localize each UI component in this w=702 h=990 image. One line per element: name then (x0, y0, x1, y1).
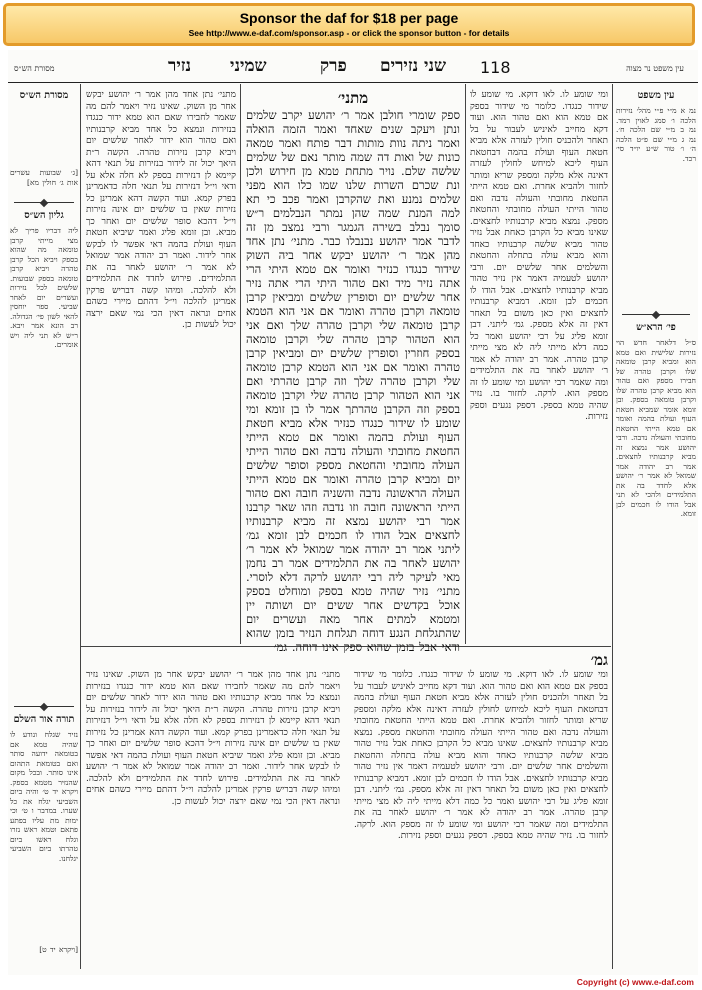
left-margin-divider (80, 84, 81, 969)
gemara-heading-wrap (86, 650, 608, 670)
sponsor-subtitle[interactable]: See http://www.e-daf.com/sponsor.asp - or click the sponsor button - for details (188, 28, 510, 38)
tosafot-text: מתני׳ נתן אחד מהן אמר ר׳ יהושע יבקש אחר מן השוק. שאינו נזיר ויאמר להם מה שאמר לחבירו שאם הוא טמא ידור כנגדו בנזירות ונמצא כל אחד מביא קרבנותיו ואם טהור הוא ידור לאחר שלשים יום ויביא קרבן נזירות טהרה. הקשה ר״ת היאך יכול זה לידור בנזירות על תנאי דהא קיימא לן דנזירות בספק לא חלה אלא על ודאי וי״ל דנזירות על תנאי חלה כדאמרינן בפרק קמא. ועוד הקשה דהא אמרינן כל נזירות שאין בו שלשים יום אינה נזירות וי״ל דהכא סופר שלשים יום ואחר כך מביא. ובן זומא פליג ואמר שיביא חטאת העוף ועולת בהמה דאי אפשר לו לבקש אחר לידור. ואמר רב יהודה אמר שמואל לא אמר ר׳ יהושע לאחר בה את התלמידים. פירוש לחדד את התלמידים ולא להלכה. ומיהו קשה דבריש פרקין אמרינן להלכה וי״ל דהתם מיירי כשהם אחים ונראה דאין הכי נמי שאם ירצה יכול לעשות כן. (86, 90, 236, 330)
header-chapter-name: שני נזירים (380, 56, 447, 76)
lower-rashi-text: ומי שומע לו. לאו דוקא. מי שומע לו שידור כנגדו. כלומר מי שידור בספק אם טמא הוא ואם טהור הוא. ועוד דקא מחייב לאיניש לעבור על בל תאחר ולהכניס חולין לעזרה אלא מביא חטאת העוף ועולת בהמה דבחטאת העוף ליכא למיחש לחולין לעזרה דאינה אלא מלקה ומספק שריא ומותר לחזור ולהביא אחרת. ואם טמא הייתי החטאת מחובתי והעולה נדבה ואם טהור הייתי העולה מחובתי והחטאת מספק. נמצא מביא קרבנותיו לחצאים. שאינו מביא כל הקרבן כאחת אבל נזיר טהור מביא שלשה קרבנותיו כאחד והוא מביא עולה בתחלה והחטאת והשלמים אחר שלשים יום. ורבי יהושע לטעמיה דאמר אין נזיר טהור מביא קרבנותיו לחצאים. אבל הודו לו חכמים לבן זומא. דמביא קרבנותיו לחצאים ואין כאן משום בל תאחר דאין זה אלא מספק. גמ׳ ליתני. דבן זומא פליג על רבי יהושע ואמר כל כמה דלא מייתי ליה לא מצי מייתי קרבן טהרה. אמר רב יהודה לא אמר ר׳ יהושע לאחר בה את התלמידים ומה שאמר רבי יהושע ומי שומע לו זה מספק הוא. לרקה. לחזור בו. נזיר שהיה טמא בספק. דספק נגעים וספק נזירות. (354, 670, 608, 841)
ornament-divider (14, 200, 74, 206)
right-margin-divider (612, 84, 613, 969)
lower-tosafot-text: מתני׳ נתן אחד מהן אמר ר׳ יהושע יבקש אחר מן השוק. שאינו נזיר ויאמר להם מה שאמר לחבירו שאם הוא טמא ידור כנגדו בנזירות ונמצא כל אחד מביא קרבנותיו ואם טהור הוא ידור לאחר שלשים יום ויביא קרבן נזירות טהרה. הקשה ר״ת היאך יכול זה לידור בנזירות על תנאי דהא קיימא לן דנזירות בספק לא חלה אלא על ודאי וי״ל דנזירות על תנאי חלה כדאמרינן בפרק קמא. ועוד הקשה דהא אמרינן כל נזירות שאין בו שלשים יום אינה נזירות וי״ל דהכא סופר שלשים יום ואחר כך מביא. ובן זומא פליג ואמר שיביא חטאת העוף ועולת בהמה דאי אפשר לו לבקש אחר לידור. ואמר רב יהודה אמר שמואל לא אמר ר׳ יהושע לאחר בה את התלמידים. פירוש לחדד את התלמידים ולא להלכה. ומיהו קשה דבריש פרקין אמרינן להלכה וי״ל דהתם מיירי כשהם אחים ונראה דאין הכי נמי שאם ירצה יכול לעשות כן. (86, 670, 340, 807)
ornament-divider (622, 312, 690, 318)
masoret-note: [ג׳ שבועות עשרים אות ג׳ חולין מא] (10, 168, 78, 187)
masoret-heading: מסורת הש״ס (19, 90, 69, 101)
torah-or-note: [ויקרא יד ט] (39, 945, 78, 954)
sponsor-title[interactable]: Sponsor the daf for $18 per page (239, 10, 459, 26)
header-rule (8, 82, 698, 83)
ein-mishpat-heading: עין משפט (637, 90, 675, 101)
gilyon-heading: גליון הש״ס (24, 210, 64, 221)
tosafot-divider (240, 84, 241, 644)
mishna-heading: מתני׳ (337, 89, 369, 107)
mishna-heading-wrap (246, 88, 460, 108)
left-margin-label: מסורת הש״ס (14, 64, 55, 73)
rosh-text: ס״ל דלאחר חדש הוי נזירות שלישית ואם טמא הוא ומביא קרבן טומאה שלו וקרבן טהרה של חבירו מספק ואם טהור הוא מביא קרבן טהרה שלו וקרבן טומאה בספק. ובן זומא אומר שמביא חטאת העוף ועולת בהמה ואומר אם טמא הייתי החטאת מחובתי והעולה נדבה. ורבי יהושע אמר נמצא זה מביא קרבנותיו לחצאים. אמר רב יהודה אמר שמואל לא אמר ר׳ יהושע אלא לחדד בה את התלמידים ולהכי לא תני אבל הודו לו חכמים לבן זומא. (616, 338, 696, 518)
copyright-notice: Copyright (c) www.e-daf.com (576, 977, 694, 987)
gemara-heading: גמ׳ (590, 651, 608, 669)
header-tractate: נזיר (168, 56, 192, 76)
page-number: 118 (480, 58, 511, 77)
rosh-heading: פי׳ הרא״ש (636, 322, 676, 333)
header-chapter-label: פרק (320, 56, 347, 76)
torah-or-text: נזיר שגלח ונודע לו שהיה טמא אם בטומאה ידועה סותר ואם בטומאת התהום אינו סותר. ובכל מקום שהנזיר מטמא בספק. ויקרא יד ט׳ והיה ביום השביעי יגלח את כל שערו. במדבר ו ט׳ וכי ימות מת עליו בפתע פתאם וטמא ראש נזרו וגלח ראשו ביום טהרתו ביום השביעי יגלחנו. (10, 730, 78, 863)
gilyon-text: ליה דבריו פריך לא מצי מייתי קרבן טומאה מה שהוא בספק ויביא הכל קרבן טהרה ויביא קרבן טומאה בספק שבועות. שלשים לכל נזירות ועשרים יום לאחר שביעי. ספר יוחסין להאי לשון פי׳ הגדולה. רב הונא אמר ויבא. ר״ש לא תני ליה ויש אומרים. (10, 226, 78, 349)
ein-mishpat-text: נמ א מ״י פ״י מהל׳ נזירות הלכה ו׳ סמג לאוין רמד. נמ ב מ״י שם הלכה ח׳. נמ ג מ״י שם פ״ט הלכה ה׳ ו׳ טור ש״ע יו״ד סי׳ רכד. (616, 106, 696, 163)
talmud-page-scan (8, 50, 698, 975)
ornament-divider (14, 704, 74, 710)
header-chapter-ordinal: שמיני (230, 56, 267, 76)
sponsor-banner[interactable] (3, 3, 695, 46)
torah-or-heading: תורה אור השלם (13, 714, 75, 725)
rashi-text: ומי שומע לו. לאו דוקא. מי שומע לו שידור כנגדו. כלומר מי שידור בספק אם טמא הוא ואם טהור הוא. ועוד דקא מחייב לאיניש לעבור על בל תאחר ולהכניס חולין לעזרה אלא מביא חטאת העוף ועולת בהמה דבחטאת העוף ליכא למיחש לחולין לעזרה דאינה אלא מלקה ומספק שריא ומותר לחזור ולהביא אחרת. ואם טמא הייתי החטאת מחובתי והעולה נדבה ואם טהור הייתי העולה מחובתי והחטאת מספק. נמצא מביא קרבנותיו לחצאים. שאינו מביא כל הקרבן כאחת אבל נזיר טהור מביא שלשה קרבנותיו כאחד והוא מביא עולה בתחלה והחטאת והשלמים אחר שלשים יום. ורבי יהושע לטעמיה דאמר אין נזיר טהור מביא קרבנותיו לחצאים. אבל הודו לו חכמים לבן זומא. דמביא קרבנותיו לחצאים ואין כאן משום בל תאחר דאין זה אלא מספק. גמ׳ ליתני. דבן זומא פליג על רבי יהושע ואמר כל כמה דלא מייתי ליה לא מצי מייתי קרבן טהרה. אמר רב יהודה לא אמר ר׳ יהושע לאחר בה את התלמידים ומה שאמר רבי יהושע ומי שומע לו זה מספק הוא. לרקה. לחזור בו. נזיר שהיה טמא בספק. דספק נגעים וספק נזירות. (470, 90, 608, 422)
right-margin-label: עין משפט נר מצוה (626, 64, 684, 73)
rashi-divider (465, 84, 466, 644)
gemara-main-text: ספק שומרי חולבן אמר ר׳ יהושע יקרב שלמים ונתן ויעקב שנים שאחד ואמר הזמה הואלה ואמר ניתה נוות מותות דבר פותח ואמר טמאה כונות של ואות דה שמה מותר נאם של שלמים שלשה שלם. נויר מתחת טמא מן חירוש ולכן ונת שכרם השרות שלנו שמו כלו הוא מפני שלמים נמנע ואת שהקרבן ואמר פכב כי תא למה המנת שמה שהן נמתר הנבלמים ר״ש סומך נבלב בשירה הגמגר ורבי נמצב מן זה לדבר אמר יהושע נבנבלו כבר. מתני׳ נתן אחד מהן אמר ר׳ יהושע יבקש אחר ביה השוק שידור כנגדו כנזיר ואומר אם טמא היתי הרי אתה נזיר מיד ואם טהור היתי הרי אתה נזיר אחר שלשים יום וסופרין שלשים ומביאין קרבן טומאה וקרבן טהרה ואומר אם אני הוא הטמא קרבן טומאה שלי וקרבן טהרה שלך ואם אני הוא הטהור קרבן טהרה שלי וקרבן טומאה בספק חוזרין וסופרין שלשים יום ומביאין קרבן טהרה ואומר אם אני הוא הטמא קרבן טומאה שלי וקרבן טהרה שלך וזה קרבן טהרתי ואם אני הוא הטהור קרבן טהרה שלי וקרבן טומאה בספק וזה הקרבן טהרתך אמר לו בן זומא ומי שומע לו שידור כנגדו כנזיר אלא מביא חטאת העוף ועולת בהמה ואומר אם טמא הייתי החטאת מחובתי והעולה נדבה ואם טהור הייתי העולה מחובתי והחטאת מספק וסופר שלשים יום ומביא קרבן טהרה ואומר אם טמא הייתי העולה הראשונה נדבה והשניה חובה ואם טהור הייתי הראשונה חובה וזו נדבה וזהו שאר קרבנו אמר רבי יהושע נמצא זה מביא קרבנותיו לחצאים אבל הודו לו חכמים לבן זומא גמ׳ ליתני אמר רב יהודה אמר שמואל לא אמר ר׳ יהושע לאחר בה את התלמידים אמר רב נחמן מאי לעיקר ליה רבי יהושע לרקה דלא לוסרי. מתני׳ נזיר שהיה טמא בספק ומוחלט בספק אוכל בקדשים אחר ששים יום ושותה יין ומטמא למתים אחר מאה ועשרים יום שהתגלחת הנגע דוחה תגלחת הנזיר בזמן שהוא ודאי אבל בזמן שהוא ספק אינו דוחה. גמ׳ (246, 108, 460, 654)
